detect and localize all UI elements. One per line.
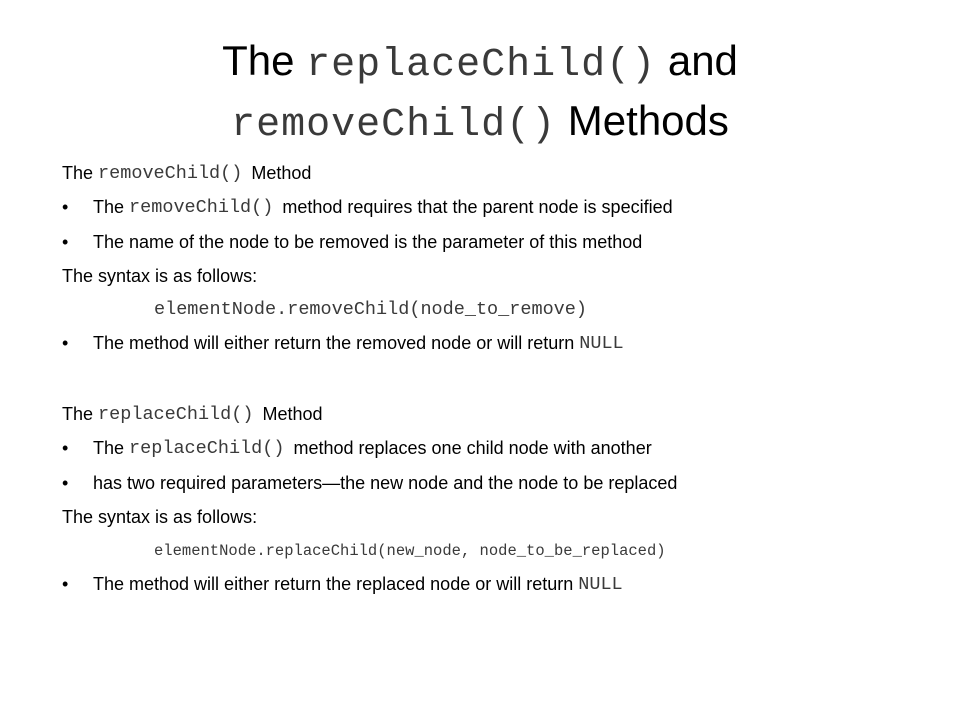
- remove-syntax-code: elementNode.removeChild(node_to_remove): [154, 299, 587, 320]
- remove-heading-pre: The: [62, 163, 94, 183]
- remove-bullet-3-pre: The method will either return the removed node or will return: [93, 333, 575, 353]
- remove-bullet-2-text: The name of the node to be removed is the parameter of this method: [93, 232, 643, 252]
- remove-heading: [62, 157, 922, 190]
- bullet-icon: •: [62, 573, 69, 594]
- remove-syntax-label: The syntax is as follows:: [62, 266, 258, 286]
- replace-syntax-label: The syntax is as follows:: [62, 507, 258, 527]
- bullet-icon: •: [62, 231, 69, 252]
- title-text-2: and: [656, 37, 738, 84]
- remove-heading-code: removeChild(): [98, 163, 243, 184]
- bullet-icon: •: [62, 196, 69, 217]
- remove-bullet-1-post: method requires that the parent node is specified: [282, 197, 673, 217]
- remove-bullet-2: [62, 225, 922, 260]
- section-spacer: [62, 361, 922, 398]
- replace-heading-code: replaceChild(): [98, 404, 254, 425]
- replace-bullet-1-post: method replaces one child node with another: [293, 438, 652, 458]
- title-code-removechild: removeChild(): [231, 103, 557, 148]
- remove-bullet-1: [62, 190, 922, 225]
- remove-heading-post: Method: [251, 163, 312, 183]
- replace-syntax-code: elementNode.replaceChild(new_node, node_to_be_replaced): [154, 541, 666, 560]
- remove-bullet-1-pre: The: [93, 197, 125, 217]
- title-text-1: The: [222, 37, 307, 84]
- remove-bullet-3-code: NULL: [579, 333, 624, 354]
- replace-heading-pre: The: [62, 404, 94, 424]
- replace-bullet-3: [62, 567, 922, 602]
- title-text-3: Methods: [556, 97, 729, 144]
- replace-heading: [62, 398, 922, 431]
- remove-bullet-3: [62, 326, 922, 361]
- title-code-replacechild: replaceChild(): [306, 43, 657, 88]
- replace-bullet-1-pre: The: [93, 438, 125, 458]
- replace-bullet-3-code: NULL: [578, 574, 623, 595]
- bullet-icon: •: [62, 332, 69, 353]
- replace-heading-post: Method: [262, 404, 323, 424]
- replace-bullet-3-pre: The method will either return the replaced node or will return: [93, 574, 574, 594]
- bullet-icon: •: [62, 437, 69, 458]
- replace-bullet-1: [62, 431, 922, 466]
- replace-bullet-2-text: has two required parameters—the new node and the node to be replaced: [93, 473, 678, 493]
- replace-bullet-2: [62, 466, 922, 501]
- bullet-icon: •: [62, 472, 69, 493]
- slide-title: [60, 33, 900, 153]
- remove-bullet-1-code: removeChild(): [129, 197, 274, 218]
- slide-body: [62, 157, 922, 602]
- replace-bullet-1-code: replaceChild(): [129, 438, 285, 459]
